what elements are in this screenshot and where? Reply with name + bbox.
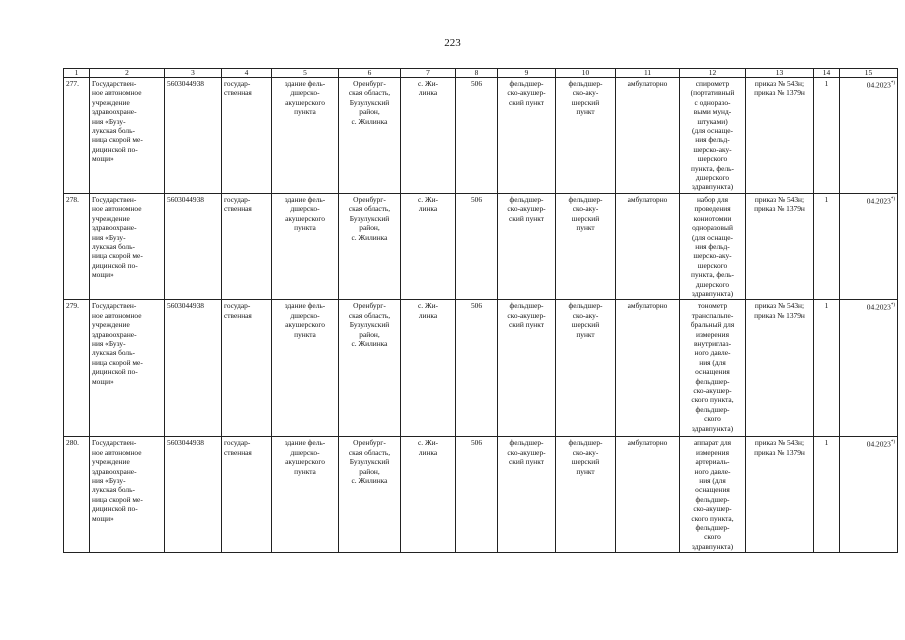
structural-unit: фельдшер- ско-аку- шерский пункт	[568, 301, 603, 339]
order-reference: приказ № 543н; приказ № 1379н	[754, 301, 805, 320]
inn-code-cell	[165, 78, 222, 194]
building-name-cell	[272, 78, 339, 194]
organization-name-cell	[90, 78, 165, 194]
column-number: 5	[272, 69, 339, 78]
column-number: 12	[680, 69, 746, 78]
structural-unit-cell	[556, 300, 616, 437]
footnote-mark: *)	[890, 196, 895, 202]
organization-name-cell	[90, 193, 165, 299]
structural-unit: фельдшер- ско-аку- шерский пункт	[568, 438, 603, 476]
equipment-name-cell	[680, 78, 746, 194]
order-reference-cell	[746, 300, 814, 437]
population: 506	[470, 194, 483, 204]
care-type-cell	[616, 300, 680, 437]
care-type: амбулаторно	[627, 438, 668, 448]
equipment-table	[63, 68, 898, 553]
organization-name: Государствен- ное автономное учреждение здравоохране- ния «Бузу- лукская боль- ница скорой ме- дицинской по- мощи»	[92, 301, 143, 386]
inn-code: 5603044938	[167, 194, 204, 204]
ownership-type: государ- ственная	[224, 301, 252, 320]
order-reference: приказ № 543н; приказ № 1379н	[754, 194, 805, 214]
structural-unit-cell	[556, 78, 616, 194]
organization-name-cell	[90, 300, 165, 437]
quantity-cell	[814, 437, 840, 553]
equipment-name-cell	[680, 300, 746, 437]
quantity-cell	[814, 78, 840, 194]
settlement-cell	[401, 78, 456, 194]
ownership-type-cell	[222, 193, 272, 299]
building-name-cell	[272, 437, 339, 553]
column-number: 8	[456, 69, 498, 78]
population: 506	[470, 79, 483, 88]
column-number: 4	[222, 69, 272, 78]
order-reference-cell	[746, 193, 814, 299]
footnote-mark: *)	[890, 81, 895, 86]
column-number: 2	[90, 69, 165, 78]
settlement-cell	[401, 193, 456, 299]
address: Оренбург- ская область, Бузулукский район, с. Жилинка	[348, 438, 391, 485]
ownership-type: государ- ственная	[224, 438, 252, 457]
page-number: 223	[444, 37, 461, 49]
delivery-date: 04.2023	[866, 302, 891, 312]
row-number-cell	[64, 78, 90, 194]
ownership-type-cell	[222, 300, 272, 437]
care-type: амбулаторно	[627, 79, 668, 88]
building-name: здание фель- дшерско- акушерского пункта	[284, 79, 326, 117]
population-cell	[456, 437, 498, 553]
row-number-cell	[64, 193, 90, 299]
organization-name-cell	[90, 437, 165, 553]
column-number: 1	[64, 69, 90, 78]
row-number: 277.	[66, 79, 79, 88]
population: 506	[470, 438, 483, 448]
equipment-name-cell	[680, 193, 746, 299]
quantity: 1	[824, 301, 829, 311]
equipment-name-cell	[680, 437, 746, 553]
care-type: амбулаторно	[627, 194, 668, 204]
column-number: 14	[814, 69, 840, 78]
building-name: здание фель- дшерско- акушерского пункта	[284, 194, 326, 233]
structural-unit-cell	[556, 193, 616, 299]
ownership-type: государ- ственная	[224, 194, 252, 214]
care-type-cell	[616, 78, 680, 194]
population-cell	[456, 193, 498, 299]
column-number-row	[64, 69, 898, 78]
address-cell	[339, 193, 401, 299]
column-number: 9	[498, 69, 556, 78]
ownership-type-cell	[222, 437, 272, 553]
population: 506	[470, 301, 483, 311]
equipment-name: тонометр транспальпе- бральный для измерения внутриглаз- ного давле- ния (для оснащения фельдшер- ско-акушер- ского пункта, фельдшер- ского здравпункта)	[690, 301, 735, 433]
facility-type: фельдшер- ско-акушер- ский пункт	[507, 301, 546, 330]
facility-type-cell	[498, 78, 556, 194]
table-row	[64, 78, 898, 194]
structural-unit: фельдшер- ско-аку- шерский пункт	[568, 194, 603, 233]
delivery-date: 04.2023	[866, 196, 891, 206]
inn-code-cell	[165, 437, 222, 553]
organization-name: Государствен- ное автономное учреждение здравоохране- ния «Бузу- лукская боль- ница скорой ме- дицинской по- мощи»	[92, 194, 143, 280]
facility-type: фельдшер- ско-акушер- ский пункт	[507, 194, 546, 223]
order-reference: приказ № 543н; приказ № 1379н	[754, 438, 805, 457]
equipment-name: аппарат для измерения артериаль- ного давле- ния (для оснащения фельдшер- ско-акушер- ского пункта, фельдшер- ского здравпункта)	[691, 438, 734, 551]
footnote-mark: *)	[890, 440, 895, 446]
column-number: 10	[556, 69, 616, 78]
row-number: 278.	[66, 194, 79, 204]
column-number: 6	[339, 69, 401, 78]
organization-name: Государствен- ное автономное учреждение здравоохране- ния «Бузу- лукская боль- ница скорой ме- дицинской по- мощи»	[92, 79, 143, 164]
building-name: здание фель- дшерско- акушерского пункта	[284, 301, 326, 339]
delivery-date: 04.2023	[866, 80, 891, 90]
quantity-cell	[814, 300, 840, 437]
facility-type: фельдшер- ско-акушер- ский пункт	[507, 79, 546, 107]
settlement-cell	[401, 300, 456, 437]
organization-name: Государствен- ное автономное учреждение здравоохране- ния «Бузу- лукская боль- ница скорой ме- дицинской по- мощи»	[92, 438, 143, 523]
inn-code: 5603044938	[167, 301, 204, 311]
column-number: 13	[746, 69, 814, 78]
order-reference-cell	[746, 78, 814, 194]
row-number-cell	[64, 300, 90, 437]
quantity-cell	[814, 193, 840, 299]
table-row	[64, 437, 898, 553]
delivery-date-cell	[840, 193, 898, 299]
structural-unit-cell	[556, 437, 616, 553]
order-reference: приказ № 543н; приказ № 1379н	[754, 79, 805, 98]
row-number-cell	[64, 437, 90, 553]
inn-code-cell	[165, 193, 222, 299]
building-name-cell	[272, 300, 339, 437]
population-cell	[456, 78, 498, 194]
settlement: с. Жи- линка	[417, 301, 438, 320]
footnote-mark: *)	[890, 303, 895, 309]
settlement: с. Жи- линка	[417, 438, 438, 457]
address-cell	[339, 300, 401, 437]
delivery-date-cell	[840, 437, 898, 553]
building-name-cell	[272, 193, 339, 299]
delivery-date-cell	[840, 78, 898, 194]
care-type-cell	[616, 437, 680, 553]
settlement: с. Жи- линка	[417, 79, 438, 98]
population-cell	[456, 300, 498, 437]
address-cell	[339, 437, 401, 553]
care-type-cell	[616, 193, 680, 299]
settlement-cell	[401, 437, 456, 553]
inn-code: 5603044938	[167, 438, 204, 448]
equipment-name: спирометр (портативный с одноразо- выми мунд- штуками) (для оснаще- ния фельд- шерско-аку- шерского пункта, фель- дшерского здравпункта)	[690, 79, 735, 192]
address: Оренбург- ская область, Бузулукский район, с. Жилинка	[348, 194, 391, 242]
equipment-name: набор для проведения кониотомии одноразовый (для оснаще- ния фельд- шерско-аку- шерского пункта, фель- дшерского здравпункта)	[691, 194, 734, 298]
delivery-date: 04.2023	[866, 439, 891, 449]
quantity: 1	[824, 438, 829, 448]
column-number: 3	[165, 69, 222, 78]
table-row	[64, 193, 898, 299]
ownership-type-cell	[222, 78, 272, 194]
facility-type-cell	[498, 437, 556, 553]
inn-code: 5603044938	[167, 79, 204, 88]
structural-unit: фельдшер- ско-аку- шерский пункт	[568, 79, 603, 117]
column-number: 15	[840, 69, 898, 78]
row-number: 280.	[66, 438, 79, 448]
row-number: 279.	[66, 301, 79, 311]
address: Оренбург- ская область, Бузулукский район, с. Жилинка	[348, 79, 391, 126]
facility-type-cell	[498, 300, 556, 437]
settlement: с. Жи- линка	[417, 194, 438, 214]
address: Оренбург- ская область, Бузулукский район, с. Жилинка	[348, 301, 391, 348]
care-type: амбулаторно	[627, 301, 668, 311]
inn-code-cell	[165, 300, 222, 437]
table-row	[64, 300, 898, 437]
facility-type-cell	[498, 193, 556, 299]
column-number: 7	[401, 69, 456, 78]
delivery-date-cell	[840, 300, 898, 437]
order-reference-cell	[746, 437, 814, 553]
facility-type: фельдшер- ско-акушер- ский пункт	[507, 438, 546, 467]
building-name: здание фель- дшерско- акушерского пункта	[284, 438, 326, 476]
quantity: 1	[824, 194, 829, 204]
column-number: 11	[616, 69, 680, 78]
ownership-type: государ- ственная	[224, 79, 252, 98]
address-cell	[339, 78, 401, 194]
quantity: 1	[824, 79, 829, 88]
